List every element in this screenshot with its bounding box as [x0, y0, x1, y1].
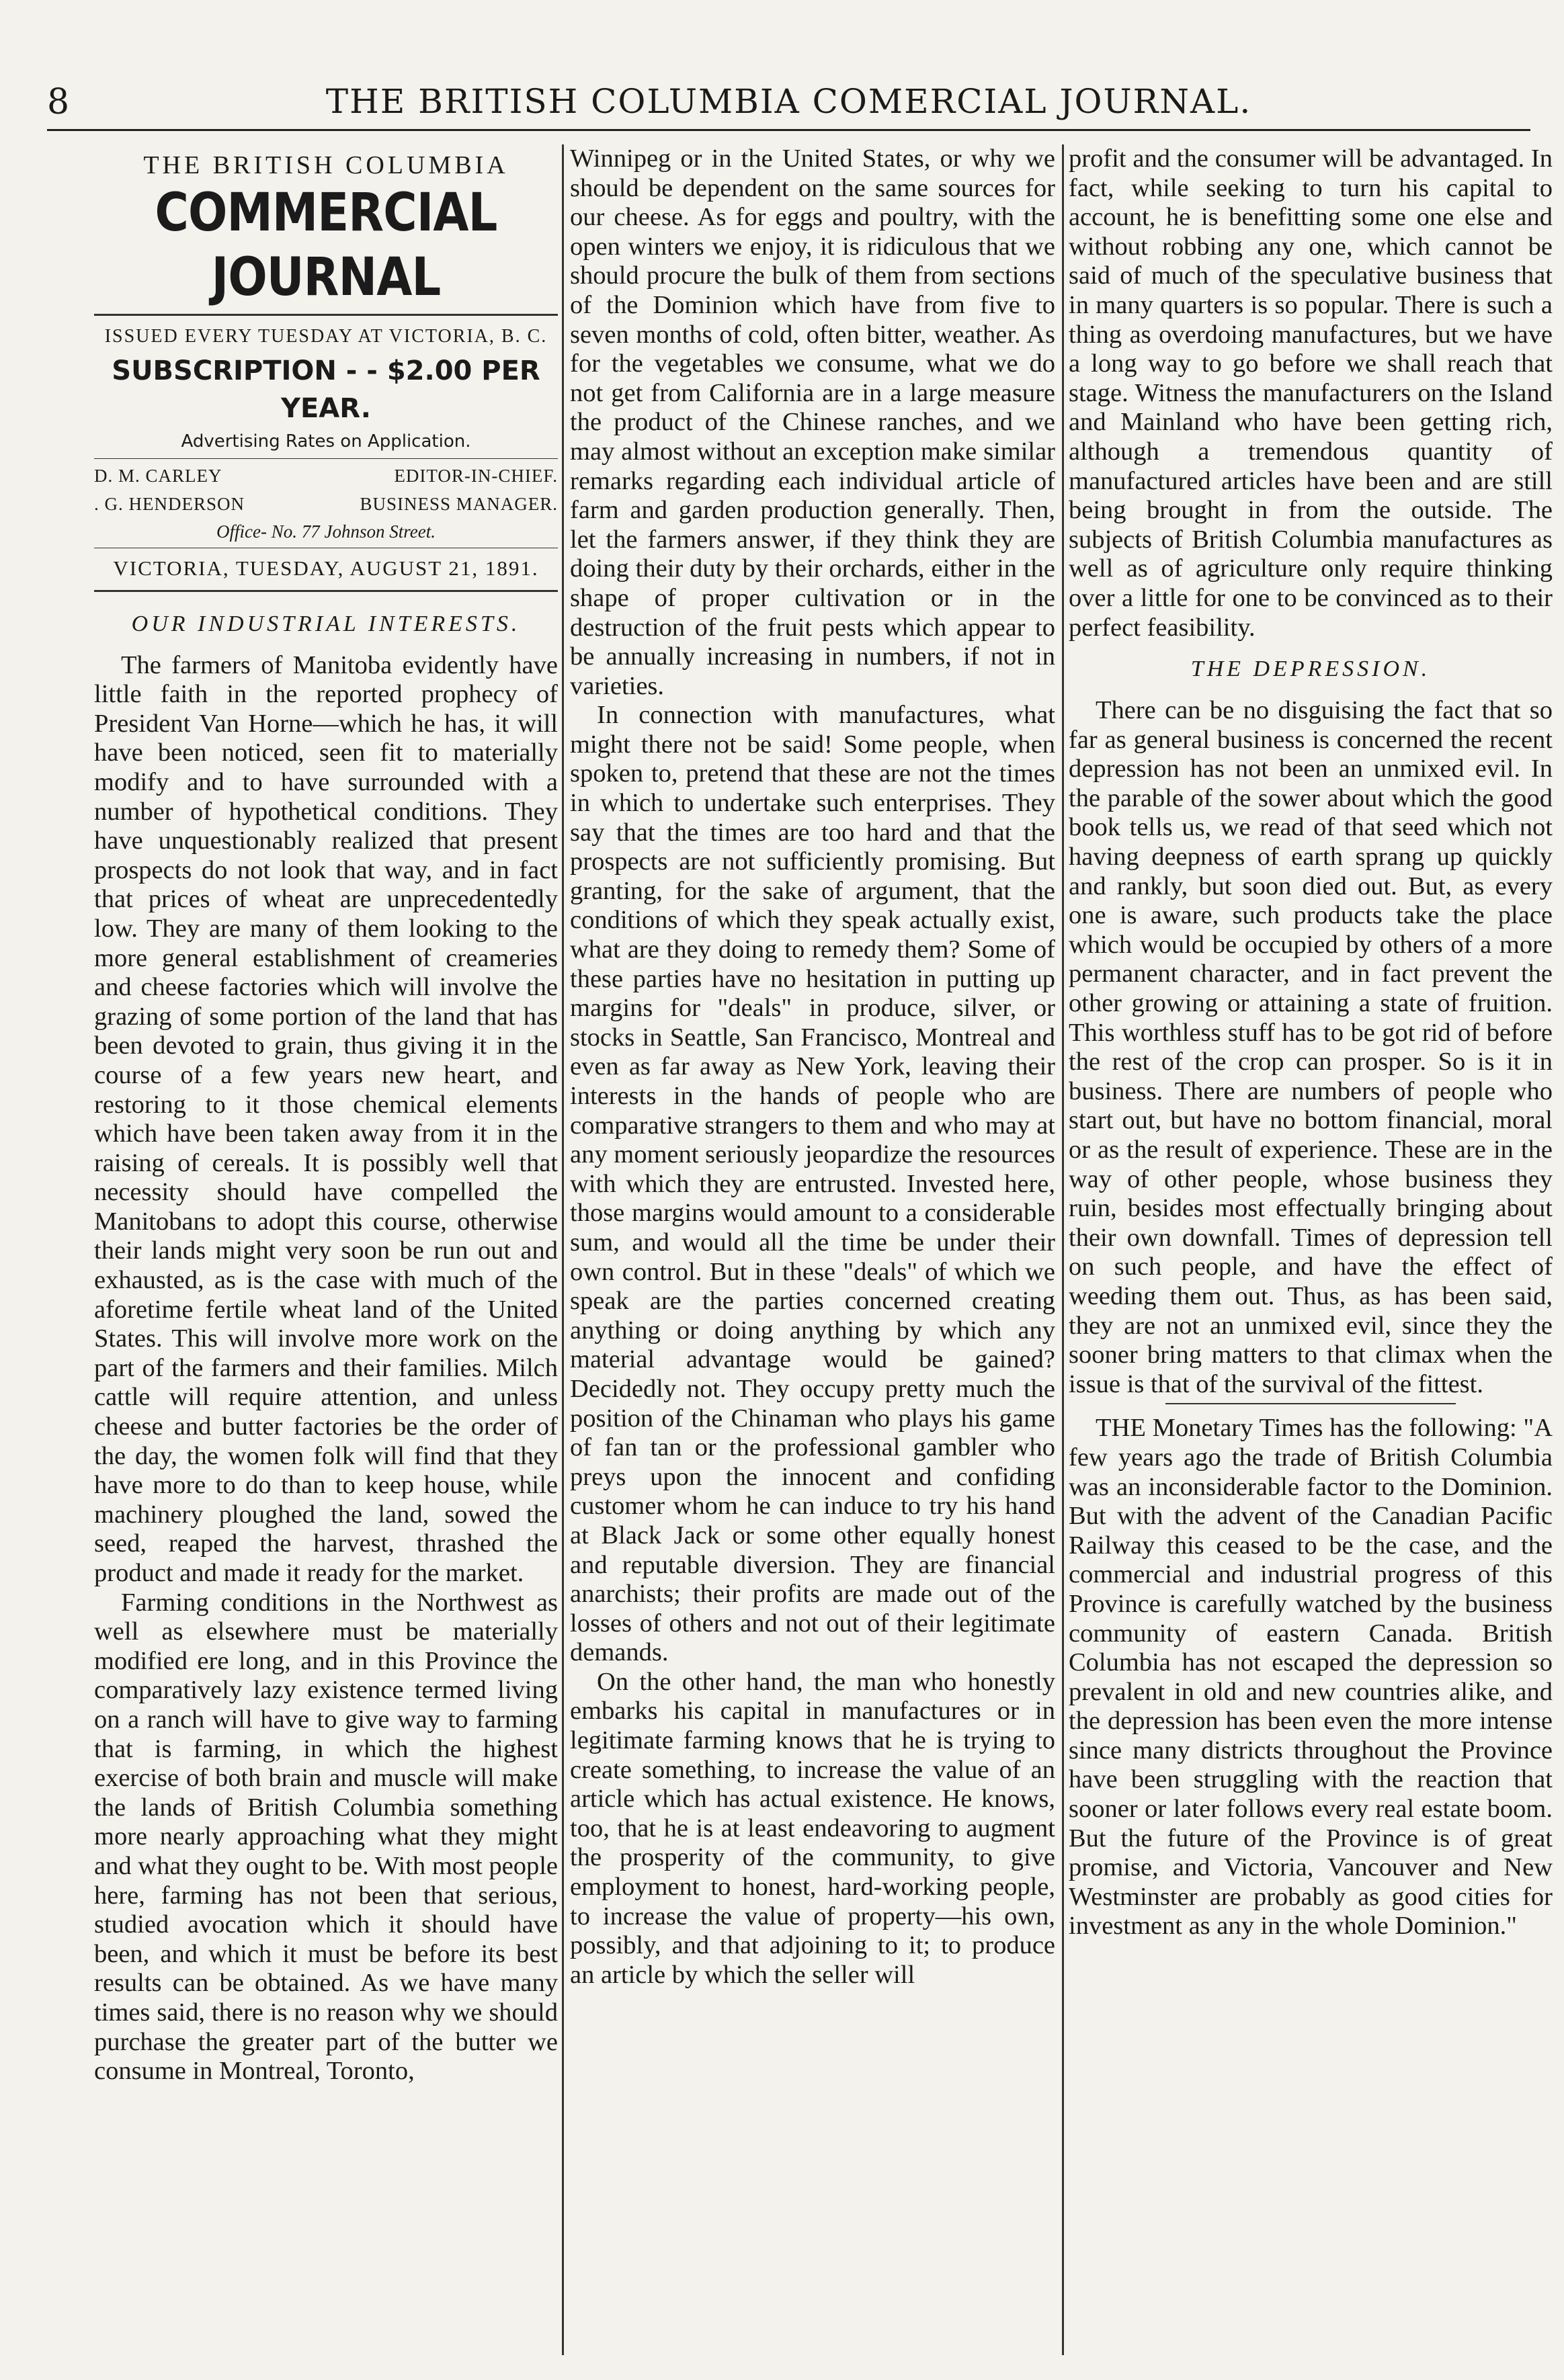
- depression-paragraph-1: There can be no disguising the fact that so far as general business is concerned the recent depression has not been an unmixed evil. In the parable of the sower about which the good book tells us, we read of that seed which not having deepness of earth sprang up quickly and rankly, but soon died out. But, as every one is aware, such products take the place which would be occupied by others of a more permanent character, and in fact prevent the other growing or attaining a state of fruition. This worthless stuff has to be got rid of before the rest of the crop can prosper. So is it in business. There are numbers of people who start out, but have no bottom financial, moral or as the result of experience. These are in the way of other people, whose business they ruin, besides most effectually bringing about their own downfall. Times of depression tell on such people, and have the effect of weeding them out. Thus, as has been said, they are not an unmixed evil, since they the sooner bring matters to that climax when the issue is that of the survival of the fittest.: [1069, 696, 1553, 1398]
- editor-row: [94, 462, 558, 490]
- running-head: [47, 75, 1530, 131]
- manager-role: BUSINESS MANAGER.: [360, 493, 558, 514]
- manager-row: [94, 490, 558, 518]
- column-3: [1069, 144, 1553, 2355]
- issue-date: VICTORIA, TUESDAY, AUGUST 21, 1891.: [113, 556, 539, 580]
- page-number: 8: [47, 82, 70, 122]
- industrial-paragraph-1: The farmers of Manitoba evidently have little faith in the reported prophecy of President Van Horne—which he has, it will have been noticed, seen fit to materially modify and to have surrounded with a number of hypothetical conditions. They have unquestionably realized that present prospects do not look that way, and in fact that prices of wheat are unprecedentedly low. They are many of them looking to the more general establishment of creameries and cheese factories which will involve the grazing of some portion of the land that has been devoted to grain, thus giving it in the course of a few years new heart, and restoring to it those chemical elements which have been taken away from it in the raising of cereals. It is possibly well that necessity should have compelled the Manitobans to adopt this course, otherwise their lands might very soon be run out and exhausted, as is the case with much of the aforetime fertile wheat land of the United States. This will involve more work on the part of the farmers and their families. Milch cattle will require attention, and unless cheese and butter factories be the order of the day, the women folk will find that they have more to do than to keep house, while machinery ploughed the land, sowed the seed, reaped the harvest, thrashed the product and made it ready for the market.: [94, 650, 558, 1587]
- column-rule-2: [1062, 144, 1064, 2355]
- article-title-industrial: OUR INDUSTRIAL INTERESTS.: [131, 611, 521, 636]
- industrial-paragraph-3: Winnipeg or in the United States, or why we should be dependent on the same sources for our cheese. As for eggs and poultry, with the open winters we enjoy, it is ridiculous that we should procure the bulk of them from sections of the Dominion which have from five to seven months of cold, often bitter, weather. As for the vegetables we consume, what we do not get from California are in a large measure the product of the Chinese ranches, and we may almost without an exception make similar remarks regarding each individual article of farm and garden production generally. Then, let the farmers answer, if they think they are doing their duty by their orchards, either in the shape of proper cultivation or in the destruction of the fruit pests which appear to be annually increasing in numbers, if not in varieties.: [570, 144, 1055, 700]
- manager-name: . G. HENDERSON: [94, 493, 245, 514]
- article-title-depression: THE DEPRESSION.: [1190, 656, 1431, 682]
- monetary-times-paragraph: THE Monetary Times has the following: "A few years ago the trade of British Columbia was an inconsiderable factor to the Dominion. But with the advent of the Canadian Pacific Railway this ceased to be the case, and the commercial and industrial progress of this Province is carefully watched by the business community of eastern Canada. British Columbia has not escaped the depression so prevalent in old and new countries alike, and the depression has been even the more intense since many districts throughout the Province have been struggling with the reaction that sooner or later follows every real estate boom. But the future of the Province is of great promise, and Victoria, Vancouver and New Westminster are probably as good cities for investment as any in the whole Dominion.": [1069, 1414, 1553, 1941]
- subscription-line: SUBSCRIPTION - - $2.00 PER YEAR.: [112, 355, 540, 424]
- masthead-title-main: COMMERCIAL JOURNAL: [155, 182, 497, 308]
- advertising-line: Advertising Rates on Application.: [181, 431, 471, 452]
- column-2: [570, 144, 1055, 2355]
- masthead-rule-thin: [94, 458, 558, 459]
- masthead-rule: [94, 314, 558, 316]
- section-rule: [1165, 1403, 1456, 1404]
- industrial-paragraph-4: In connection with manufactures, what might there not be said! Some people, when spoken to, pretend that these are not the times in which to undertake such enterprises. They say that the times are too hard and that the prospects are not sufficiently promising. But granting, for the sake of argument, that the conditions of which they speak actually exist, what are they doing to remedy them? Some of these parties have no hesitation in putting up margins for "deals" in produce, silver, or stocks in Seattle, San Francisco, Montreal and even as far away as New York, leaving their interests in the hands of people who are comparative strangers to them and who may at any moment seriously jeopardize the resources with which they are entrusted. Invested here, those margins would amount to a considerable sum, and would all the time be under their own control. But in these "deals" of which we speak are the parties concerned creating anything or doing anything by which any material advantage would be gained? Decidedly not. They occupy pretty much the position of the Chinaman who plays his game of fan tan or the professional gambler who preys upon the innocent and confiding customer whom he can induce to try his hand at Black Jack or some other equally honest and reputable diversion. They are financial anarchists; their profits are made out of the losses of others and not out of their legitimate demands.: [570, 701, 1055, 1667]
- editor-name: D. M. CARLEY: [94, 465, 222, 486]
- office-line: Office- No. 77 Johnson Street.: [216, 521, 436, 542]
- column-rule-1: [562, 144, 564, 2355]
- masthead-title-top: THE BRITISH COLUMBIA: [143, 151, 509, 179]
- date-rule-bottom: [94, 590, 558, 592]
- issued-line: ISSUED EVERY TUESDAY AT VICTORIA, B. C.: [104, 325, 548, 347]
- editor-role: EDITOR-IN-CHIEF.: [394, 465, 558, 486]
- industrial-paragraph-6: profit and the consumer will be advantaged. In fact, while seeking to turn his capital to account, he is benefitting some one else and without robbing any one, which cannot be said of much of the speculative business that in many quarters is so popular. There is such a thing as overdoing manufactures, but we have a long way to go before we shall reach that stage. Witness the manufacturers on the Island and Mainland who have been getting rich, although a tremendous quantity of manufactured articles have been and are still being brought in from the outside. The subjects of British Columbia manufactures as well as of agriculture only require thinking over a little for one to be convinced as to their perfect feasibility.: [1069, 144, 1553, 642]
- column-1: [94, 144, 558, 2355]
- journal-running-title: THE BRITISH COLUMBIA COMERCIAL JOURNAL.: [325, 82, 1252, 121]
- industrial-paragraph-5: On the other hand, the man who honestly embarks his capital in manufactures or in legitimate farming knows that he is trying to create something, to increase the value of an article which has actual existence. He knows, too, that he is at least endeavoring to augment the prosperity of the community, to give employment to honest, hard-working people, to increase the value of property—his own, possibly, and that adjoining to it; to produce an article by which the seller will: [570, 1667, 1055, 1989]
- industrial-paragraph-2: Farming conditions in the Northwest as well as elsewhere must be materially modified ere long, and in this Province the comparatively lazy existence termed living on a ranch will have to give way to farming that is farming, in which the highest exercise of both brain and muscle will make the lands of British Columbia something more nearly approaching what they might and what they ought to be. With most people here, farming has not been that serious, studied avocation which it should have been, and which it must be before its best results can be obtained. As we have many times said, there is no reason why we should purchase the greater part of the butter we consume in Montreal, Toronto,: [94, 1588, 558, 2086]
